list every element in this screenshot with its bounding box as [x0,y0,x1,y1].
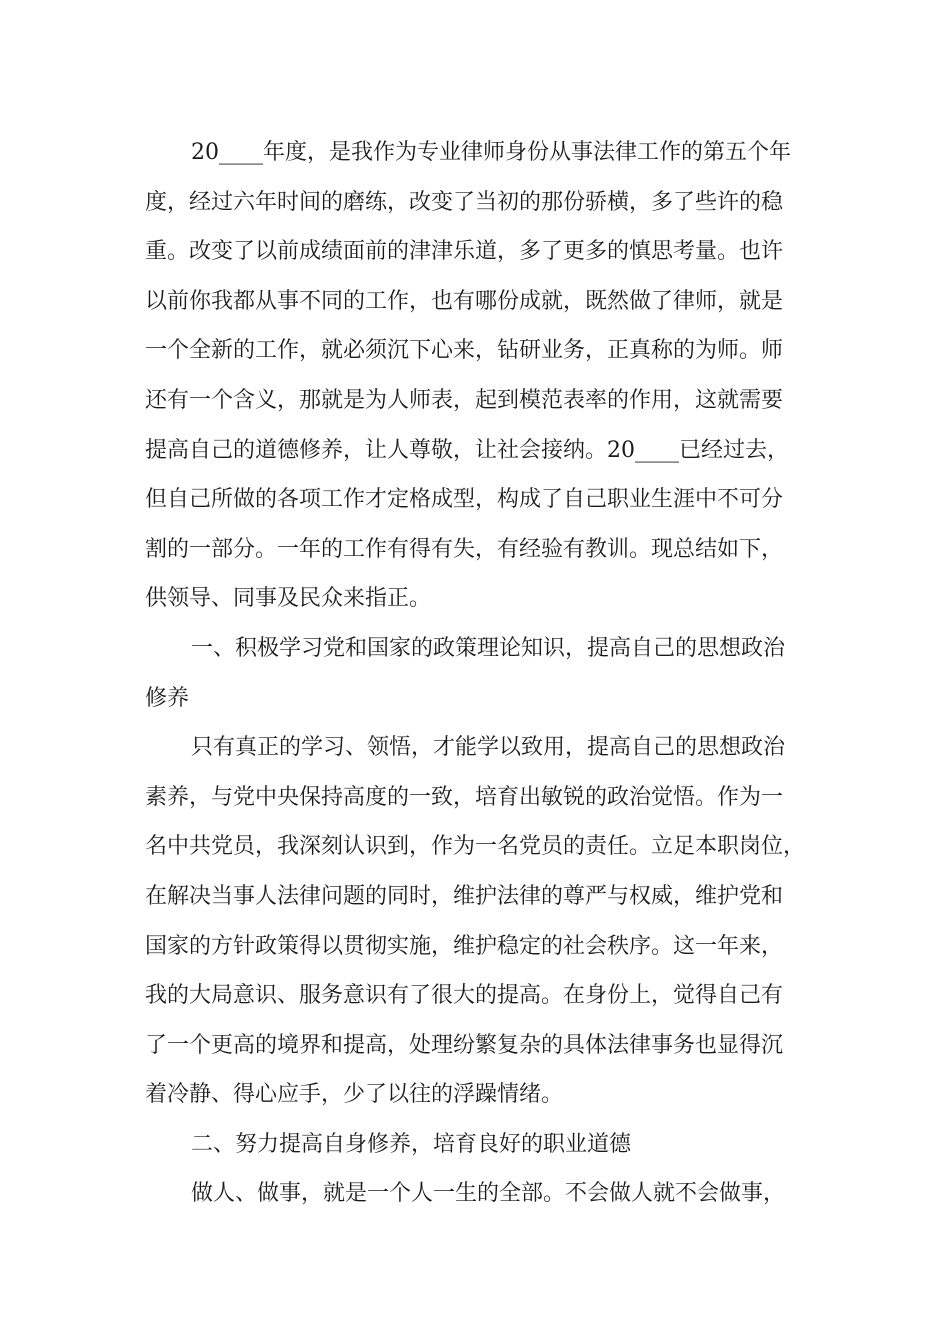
document-body [145,128,821,1219]
paragraph-2-line-7: 了一个更高的境界和提高，处理纷繁复杂的具体法律事务也显得沉 [145,1032,784,1058]
paragraph-2-line-5: 国家的方针政策得以贯彻实施，维护稳定的社会秩序。这一年来， [145,933,784,959]
paragraph-1-line-8: 但自己所做的各项工作才定格成型，构成了自己职业生涯中不可分 [145,487,784,513]
paragraph-1-line-6: 还有一个含义，那就是为人师表，起到模范表率的作用，这就需要 [145,387,784,413]
paragraph-3-line-1: 做人、做事，就是一个人一生的全部。不会做人就不会做事， [191,1181,786,1207]
paragraph-1-line-2: 度，经过六年时间的磨练，改变了当初的那份骄横，多了些许的稳 [145,189,784,215]
paragraph-1-line-7: 提高自己的道德修养，让人尊敬，让社会接纳。20____已经过去， [145,437,789,463]
section-1-heading-line-1: 一、积极学习党和国家的政策理论知识，提高自己的思想政治 [191,635,786,661]
paragraph-2-line-8: 着冷静、得心应手，少了以往的浮躁情绪。 [145,1082,564,1108]
paragraph-1-line-3: 重。改变了以前成绩面前的津津乐道，多了更多的慎思考量。也许 [145,239,784,265]
paragraph-2-line-1: 只有真正的学习、领悟，才能学以致用，提高自己的思想政治 [191,735,786,761]
section-1-heading-line-2: 修养 [145,685,190,711]
paragraph-1-line-1: 20____年度，是我作为专业律师身份从事法律工作的第五个年 [191,140,791,165]
paragraph-1-line-5: 一个全新的工作，就必须沉下心来，钻研业务，正真称的为师。师 [145,338,784,364]
paragraph-1-line-10: 供领导、同事及民众来指正。 [145,586,432,612]
paragraph-2-line-4: 在解决当事人法律问题的同时，维护法律的尊严与权威，维护党和 [145,883,784,909]
paragraph-2-line-6: 我的大局意识、服务意识有了很大的提高。在身份上，觉得自己有 [145,983,784,1009]
paragraph-2-line-3: 名中共党员，我深刻认识到，作为一名党员的责任。立足本职岗位， [145,834,806,860]
paragraph-2-line-2: 素养，与党中央保持高度的一致，培育出敏锐的政治觉悟。作为一 [145,784,784,810]
paragraph-1-line-9: 割的一部分。一年的工作有得有失，有经验有教训。现总结如下， [145,536,784,562]
paragraph-1-line-4: 以前你我都从事不同的工作，也有哪份成就，既然做了律师，就是 [145,288,784,314]
section-2-heading: 二、努力提高自身修养，培育良好的职业道德 [191,1131,632,1157]
